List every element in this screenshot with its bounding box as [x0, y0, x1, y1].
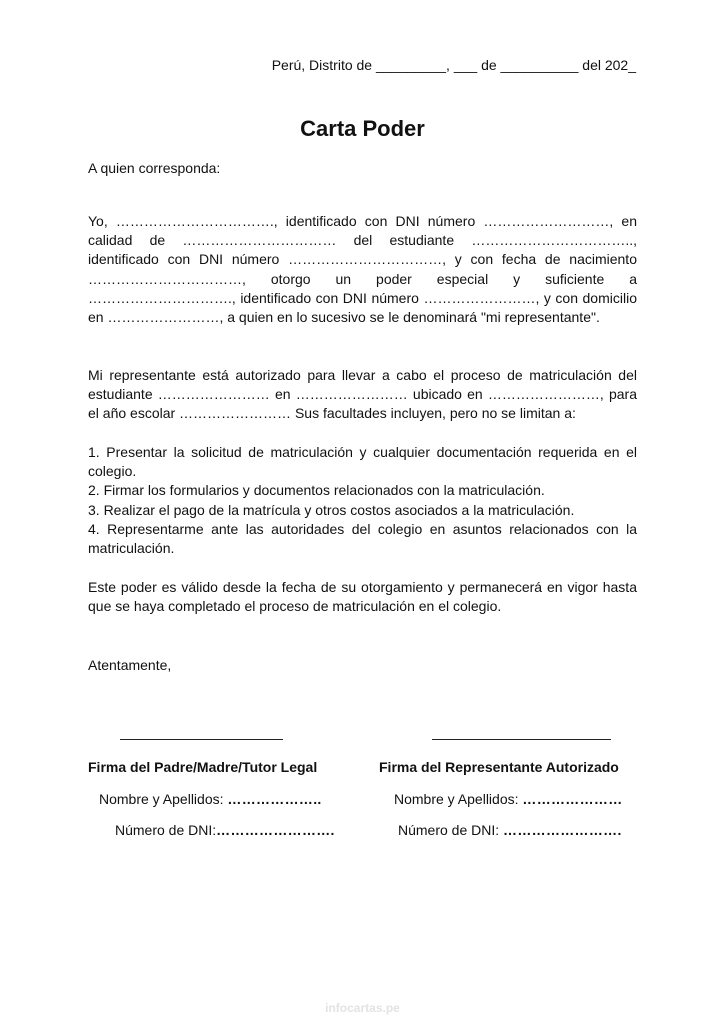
paragraph-validity: Este poder es válido desde la fecha de su otorgamiento y permanecerá en vigor hasta que se haya completado el proceso de matriculación en el colegio.: [88, 579, 637, 615]
dni-value: …………………….: [503, 822, 622, 838]
paragraph-grant: Yo, ……………………………., identificado con DNI número ………………………, en calidad de …………………………… del estudiante …………………………….., identificado con DNI número ……………………………, y con fecha de nacimiento ……………………………, otorgo un poder especial y suficiente a …………………………., identificado con DNI número ……………………, y con domicilio en ……………………, a quien en lo sucesivo se le denominará "mi representante".: [88, 213, 637, 326]
name-label: Nombre y Apellidos:: [99, 791, 224, 807]
dni-value: …………………….: [216, 822, 335, 838]
closing: Atentamente,: [88, 657, 172, 673]
name-field-left: [99, 790, 322, 809]
list-item: 3. Realizar el pago de la matrícula y otros costos asociados a la matriculación.: [88, 501, 575, 518]
signature-title-right: Firma del Representante Autorizado: [379, 759, 619, 775]
date-line: Perú, Distrito de _________, ___ de __________ del 202_: [271, 57, 636, 73]
name-value: …………………: [522, 791, 623, 807]
dni-label: Número de DNI:: [398, 822, 500, 838]
dni-field-right: [398, 821, 622, 840]
signature-title-left: Firma del Padre/Madre/Tutor Legal: [88, 759, 318, 775]
name-field-right: [394, 790, 623, 809]
list-item: 4. Representarme ante las autoridades del colegio en asuntos relacionados con la matriculación.: [88, 520, 637, 557]
name-value: ………………..: [227, 791, 322, 807]
faculties-list: [88, 443, 637, 558]
signature-line-left: [120, 739, 283, 740]
dni-label: Número de DNI:: [115, 822, 217, 838]
document-title: Carta Poder: [300, 116, 425, 141]
list-item: 1. Presentar la solicitud de matriculación y cualquier documentación requerida en el colegio.: [88, 444, 637, 480]
watermark: infocartas.pe: [325, 1000, 400, 1015]
paragraph-authorization: Mi representante está autorizado para llevar a cabo el proceso de matriculación del estudiante …………………… en …………………… ubicado en ……………………, para el año escolar …………………… Sus facultades incluyen, pero no se limitan a:: [88, 367, 637, 422]
salutation: A quien corresponda:: [88, 160, 221, 176]
signature-line-right: [432, 739, 611, 740]
name-label: Nombre y Apellidos:: [394, 791, 519, 807]
list-item: 2. Firmar los formularios y documentos relacionados con la matriculación.: [88, 482, 545, 499]
dni-field-left: [115, 821, 335, 840]
